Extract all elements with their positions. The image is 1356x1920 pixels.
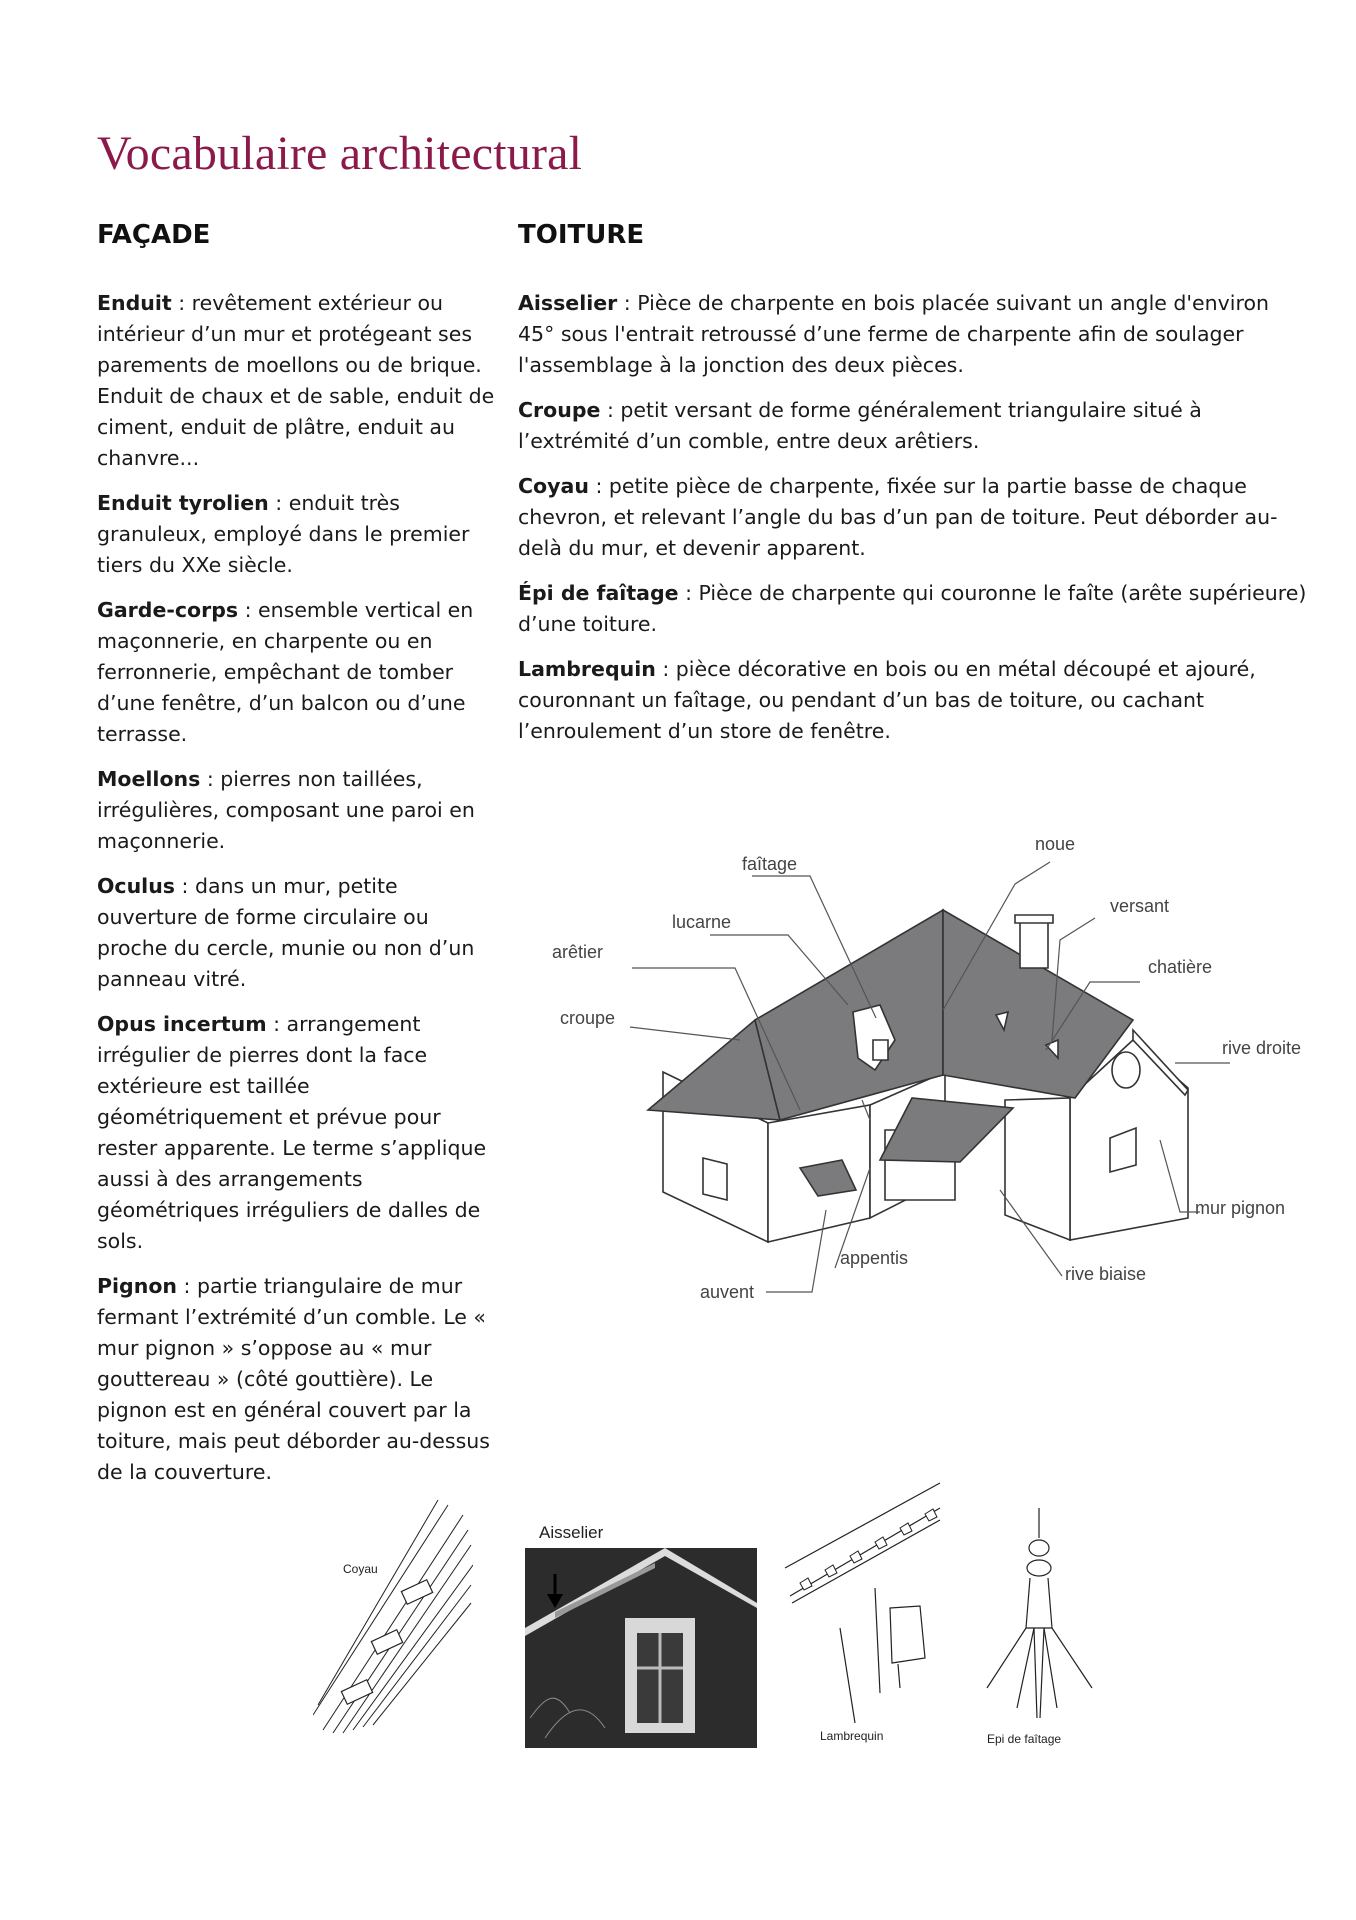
- coyau-label: Coyau: [343, 1562, 378, 1576]
- entry-term: Enduit: [97, 291, 172, 315]
- entry-definition: enduit très granuleux, employé dans le premier tiers du XXe siècle.: [97, 491, 470, 577]
- glossary-entry-epi-de-faitage: Épi de faîtage : Pièce de charpente qui couronne le faîte (arête supérieure) d’une toiture.: [518, 581, 1307, 636]
- entry-definition: arrangement irrégulier de pierres dont la face extérieure est taillée géométriquement et prévue pour rester apparente. Le terme s’applique aussi à des arrangements géométriques irréguliers de dalles de sols.: [97, 1012, 487, 1253]
- lambrequin-label: Lambrequin: [820, 1729, 884, 1743]
- glossary-entry-croupe: Croupe : petit versant de forme généralement triangulaire situé à l’extrémité d’un comble, entre deux arêtiers.: [518, 398, 1202, 453]
- label-appentis: appentis: [840, 1248, 909, 1268]
- label-versant: versant: [1110, 896, 1170, 916]
- glossary-entry-enduit-tyrolien: Enduit tyrolien : enduit très granuleux, employé dans le premier tiers du XXe siècle.: [97, 491, 470, 577]
- glossary-entry-lambrequin: Lambrequin : pièce décorative en bois ou en métal découpé et ajouré, couronnant un faîtage, ou pendant d’un bas de toiture, ou cachant l’enroulement d’un store de fenêtre.: [518, 657, 1256, 743]
- entry-definition: pierres non taillées, irrégulières, composant une paroi en maçonnerie.: [97, 767, 475, 853]
- entry-term: Lambrequin: [518, 657, 656, 681]
- facade-glossary: [97, 288, 495, 1502]
- glossary-entry-opus-incertum: Opus incertum : arrangement irrégulier de pierres dont la face extérieure est taillée géométriquement et prévue pour rester apparente. Le terme s’applique aussi à des arrangements géométriques irréguliers de dalles de sols.: [97, 1012, 487, 1253]
- entry-definition: ensemble vertical en maçonnerie, en charpente ou en ferronnerie, empêchant de tomber d’une fenêtre, d’un balcon ou d’une terrasse.: [97, 598, 474, 746]
- entry-definition: Pièce de charpente qui couronne le faîte (arête supérieure) d’une toiture.: [518, 581, 1307, 636]
- glossary-entry-moellons: Moellons : pierres non taillées, irrégulières, composant une paroi en maçonnerie.: [97, 767, 475, 853]
- entry-term: Oculus: [97, 874, 175, 898]
- roof-diagram: [548, 830, 1308, 1330]
- epi-de-faitage-label: Epi de faîtage: [987, 1732, 1062, 1746]
- entry-term: Moellons: [97, 767, 201, 791]
- entry-term: Coyau: [518, 474, 589, 498]
- label-croupe: croupe: [560, 1008, 616, 1028]
- entry-definition: petite pièce de charpente, fixée sur la partie basse de chaque chevron, et relevant l’angle du bas d’un pan de toiture. Peut déborder au-delà du mur, et devenir apparent.: [518, 474, 1278, 560]
- glossary-entry-oculus: Oculus : dans un mur, petite ouverture de forme circulaire ou proche du cercle, munie ou non d’un panneau vitré.: [97, 874, 475, 991]
- entry-term: Aisselier: [518, 291, 618, 315]
- entry-definition: revêtement extérieur ou intérieur d’un mur et protégeant ses parements de moellons ou de brique. Enduit de chaux et de sable, enduit de ciment, enduit de plâtre, enduit au chanvre...: [97, 291, 495, 470]
- label-aretier: arêtier: [552, 942, 604, 962]
- entry-definition: partie triangulaire de mur fermant l’extrémité d’un comble. Le « mur pignon » s’oppose au « mur gouttereau » (côté gouttière). Le pignon est en général couvert par la toiture, mais peut déborder au-dessus de la couverture.: [97, 1274, 490, 1484]
- label-auvent: auvent: [700, 1282, 755, 1302]
- entry-term: Croupe: [518, 398, 601, 422]
- entry-term: Garde-corps: [97, 598, 239, 622]
- label-chatiere: chatière: [1148, 957, 1213, 977]
- label-rive-biaise: rive biaise: [1065, 1264, 1147, 1284]
- entry-term: Opus incertum: [97, 1012, 267, 1036]
- entry-definition: pièce décorative en bois ou en métal découpé et ajouré, couronnant un faîtage, ou pendant d’un bas de toiture, ou cachant l’enroulement d’un store de fenêtre.: [518, 657, 1256, 743]
- entry-definition: dans un mur, petite ouverture de forme circulaire ou proche du cercle, munie ou non d’un panneau vitré.: [97, 874, 475, 991]
- toiture-glossary: [518, 288, 1308, 761]
- entry-term: Épi de faîtage: [518, 581, 679, 605]
- label-noue: noue: [1035, 834, 1076, 854]
- entry-definition: Pièce de charpente en bois placée suivant un angle d'environ 45° sous l'entrait retroussé d’une ferme de charpente afin de soulager l'assemblage à la jonction des deux pièces.: [518, 291, 1269, 377]
- toiture-heading: TOITURE: [518, 220, 645, 250]
- glossary-entry-pignon: Pignon : partie triangulaire de mur fermant l’extrémité d’un comble. Le « mur pignon » s’oppose au « mur gouttereau » (côté gouttière). Le pignon est en général couvert par la toiture, mais peut déborder au-dessus de la couverture.: [97, 1274, 490, 1484]
- facade-heading: FAÇADE: [97, 220, 211, 250]
- glossary-entry-coyau: Coyau : petite pièce de charpente, fixée sur la partie basse de chaque chevron, et relevant l’angle du bas d’un pan de toiture. Peut déborder au-delà du mur, et devenir apparent.: [518, 474, 1278, 560]
- page-title: Vocabulaire architectural: [97, 127, 583, 180]
- lambrequin-illustration: [780, 1478, 950, 1748]
- glossary-entry-aisselier: Aisselier : Pièce de charpente en bois placée suivant un angle d'environ 45° sous l'entrait retroussé d’une ferme de charpente afin de soulager l'assemblage à la jonction des deux pièces.: [518, 291, 1269, 377]
- label-rive-droite: rive droite: [1222, 1038, 1302, 1058]
- epi-de-faitage-illustration: [982, 1508, 1097, 1748]
- glossary-entry-enduit: Enduit : revêtement extérieur ou intérieur d’un mur et protégeant ses parements de moellons ou de brique. Enduit de chaux et de sable, enduit de ciment, enduit de plâtre, enduit au chanvre...: [97, 291, 495, 470]
- entry-term: Enduit tyrolien: [97, 491, 269, 515]
- aisselier-illustration: [525, 1508, 757, 1748]
- glossary-entry-garde-corps: Garde-corps : ensemble vertical en maçonnerie, en charpente ou en ferronnerie, empêchant de tomber d’une fenêtre, d’un balcon ou d’une terrasse.: [97, 598, 474, 746]
- label-faitage: faîtage: [742, 854, 798, 874]
- label-mur-pignon: mur pignon: [1195, 1198, 1286, 1218]
- entry-definition: petit versant de forme généralement triangulaire situé à l’extrémité d’un comble, entre deux arêtiers.: [518, 398, 1202, 453]
- label-lucarne: lucarne: [672, 912, 732, 932]
- coyau-illustration: [313, 1475, 473, 1735]
- entry-term: Pignon: [97, 1274, 177, 1298]
- aisselier-label: Aisselier: [539, 1523, 604, 1542]
